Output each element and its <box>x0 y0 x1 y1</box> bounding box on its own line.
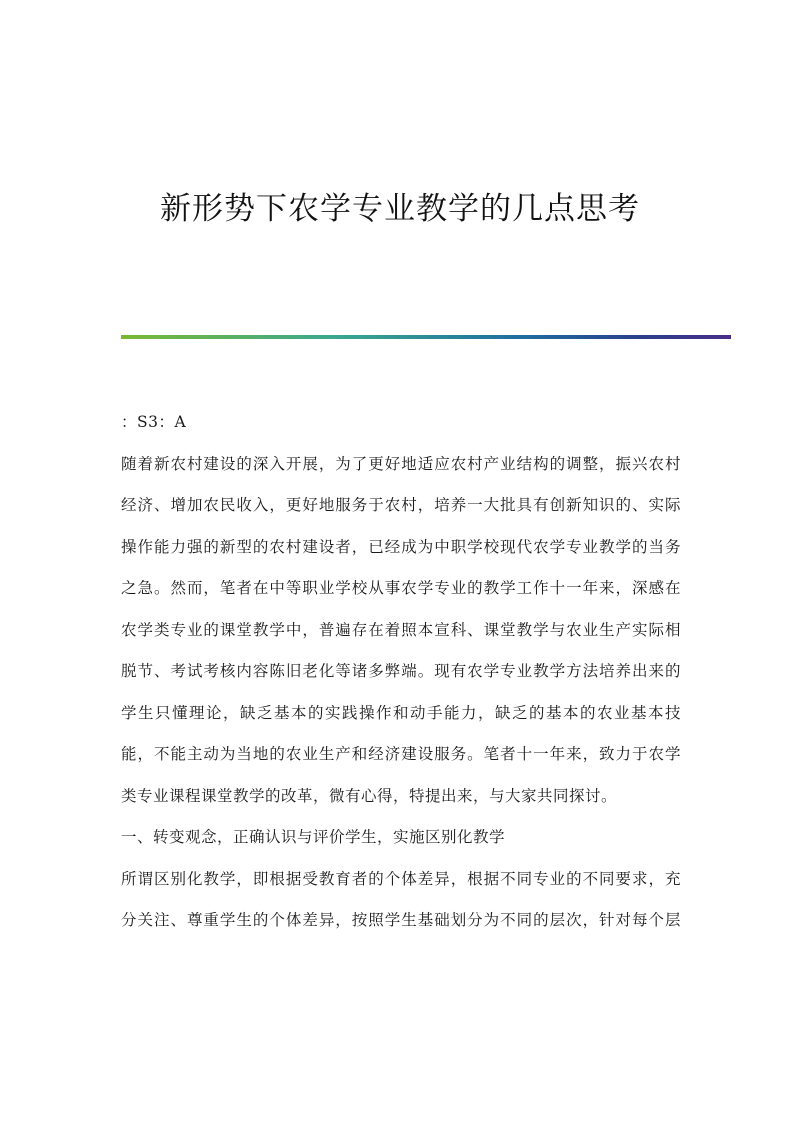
title-divider <box>121 335 731 339</box>
paragraph-1 <box>121 444 681 818</box>
paragraph-line: 所谓区别化教学，即根据受教育者的个体差异，根据不同专业的不同要求，充 <box>121 869 681 888</box>
paragraph-line: 经济、增加农民收入，更好地服务于农村，培养一大批具有创新知识的、实际 <box>121 496 681 514</box>
paragraph-line: 操作能力强的新型的农村建设者，已经成为中职学校现代农学专业教学的当务 <box>121 537 681 556</box>
paragraph-2 <box>121 859 681 942</box>
paragraph-line: 学生只懂理论，缺乏基本的实践操作和动手能力，缺乏的基本的农业基本技 <box>121 703 681 722</box>
paragraph-line: 脱节、考试考核内容陈旧老化等诸多弊端。现有农学专业教学方法培养出来的 <box>121 662 681 680</box>
document-title: 新形势下农学专业教学的几点思考 <box>160 191 640 227</box>
paragraph-line: 农学类专业的课堂教学中，普遍存在着照本宣科、课堂教学与农业生产实际相 <box>121 620 681 639</box>
classification-line: ：S3：A <box>121 413 187 431</box>
paragraph-line: 分关注、尊重学生的个体差异，按照学生基础划分为不同的层次，针对每个层 <box>121 911 681 929</box>
paragraph-line: 之急。然而，笔者在中等职业学校从事农学专业的教学工作十一年来，深感在 <box>121 579 681 597</box>
paragraph-line: 能，不能主动为当地的农业生产和经济建设服务。笔者十一年来，致力于农学 <box>121 745 681 763</box>
section-heading: 一、转变观念，正确认识与评价学生，实施区别化教学 <box>121 828 506 846</box>
paragraph-line: 随着新农村建设的深入开展，为了更好地适应农村产业结构的调整，振兴农村 <box>121 454 681 473</box>
document-body <box>121 402 681 942</box>
paragraph-line: 类专业课程课堂教学的改革，微有心得，特提出来，与大家共同探讨。 <box>121 786 618 805</box>
